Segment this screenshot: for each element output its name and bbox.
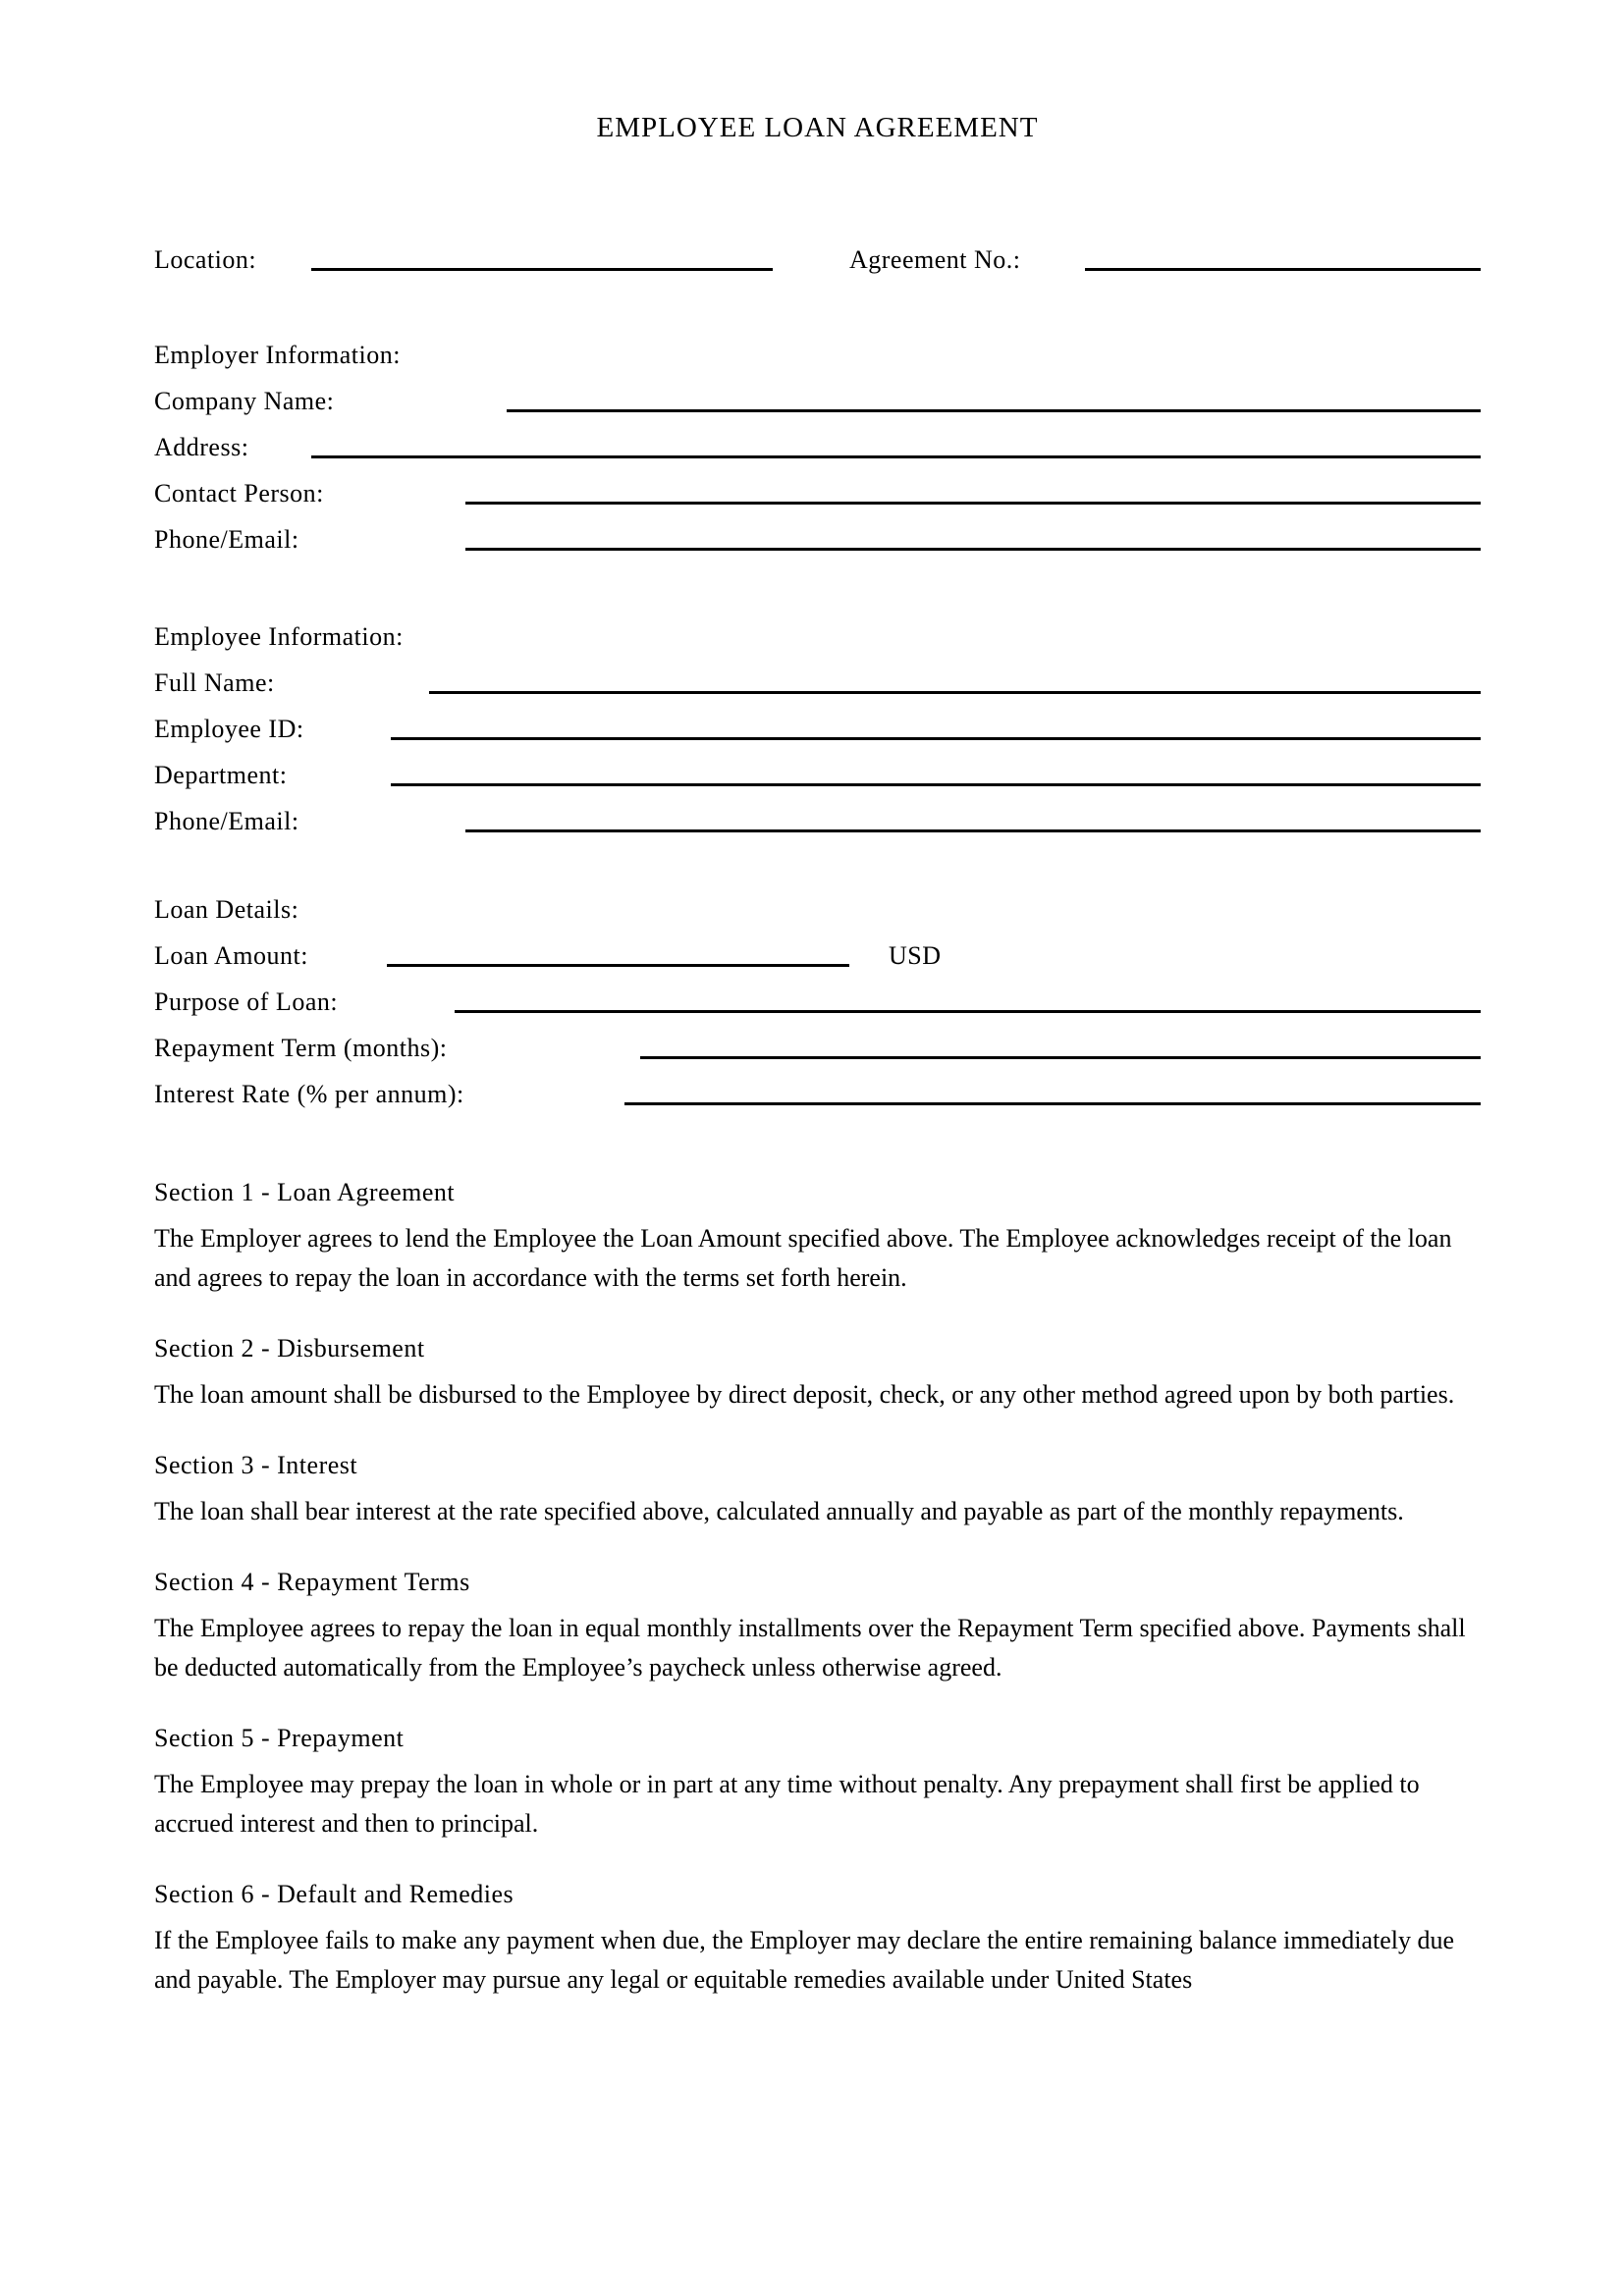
employer-address-row — [154, 431, 1481, 477]
interest-rate-label: Interest Rate (% per annum): — [154, 1080, 464, 1108]
employer-phone-email-label: Phone/Email: — [154, 525, 299, 554]
agreement-no-blank-line — [1085, 268, 1481, 271]
company-name-row — [154, 385, 1481, 431]
contact-person-blank-line — [465, 502, 1481, 505]
company-name-label: Company Name: — [154, 387, 335, 415]
section-6-heading: Section 6 - Default and Remedies — [154, 1880, 514, 1908]
location-agreement-row — [154, 243, 1481, 290]
loan-details-heading: Loan Details: — [154, 895, 299, 924]
employee-info-heading: Employee Information: — [154, 622, 404, 651]
location-label: Location: — [154, 245, 257, 274]
section-4-body: The Employee agrees to repay the loan in equal monthly installments over the Repayment Term specified above. Payments shall be deducted automatically from the Employee’s paycheck unless otherwise agreed. — [154, 1614, 1466, 1682]
document-content — [154, 0, 1481, 2000]
department-row — [154, 759, 1481, 805]
employer-info-heading: Employer Information: — [154, 341, 401, 369]
section-2-body: The loan amount shall be disbursed to the Employee by direct deposit, check, or any other method agreed upon by both parties. — [154, 1380, 1455, 1409]
section-4-heading: Section 4 - Repayment Terms — [154, 1568, 470, 1596]
currency-label: USD — [889, 941, 942, 970]
employee-id-label: Employee ID: — [154, 715, 304, 743]
full-name-label: Full Name: — [154, 668, 275, 697]
loan-amount-row — [154, 939, 1481, 986]
employee-id-blank-line — [391, 737, 1481, 740]
purpose-of-loan-blank-line — [455, 1010, 1481, 1013]
repayment-term-blank-line — [640, 1056, 1481, 1059]
section-2-heading: Section 2 - Disbursement — [154, 1334, 425, 1362]
department-blank-line — [391, 783, 1481, 786]
employee-phone-email-label: Phone/Email: — [154, 807, 299, 835]
purpose-of-loan-label: Purpose of Loan: — [154, 988, 339, 1016]
employee-phone-email-blank-line — [465, 829, 1481, 832]
full-name-row — [154, 667, 1481, 713]
section-3-body: The loan shall bear interest at the rate specified above, calculated annually and payable as part of the monthly repayments. — [154, 1497, 1404, 1525]
section-1-heading: Section 1 - Loan Agreement — [154, 1178, 456, 1206]
employee-info-heading-row — [154, 620, 1481, 667]
agreement-no-label: Agreement No.: — [849, 245, 1021, 274]
loan-amount-label: Loan Amount: — [154, 941, 308, 970]
contact-person-row — [154, 477, 1481, 523]
section-6-body: If the Employee fails to make any payment when due, the Employer may declare the entire remaining balance immediately due and payable. The Employer may pursue any legal or equitable remedies available under United States — [154, 1926, 1455, 1994]
full-name-blank-line — [429, 691, 1481, 694]
loan-amount-blank-line — [387, 964, 849, 967]
interest-rate-row — [154, 1078, 1481, 1124]
contact-person-label: Contact Person: — [154, 479, 324, 507]
loan-details-heading-row — [154, 893, 1481, 939]
section-5-heading: Section 5 - Prepayment — [154, 1724, 405, 1752]
location-blank-line — [311, 268, 773, 271]
employee-id-row — [154, 713, 1481, 759]
department-label: Department: — [154, 761, 288, 789]
repayment-term-label: Repayment Term (months): — [154, 1034, 448, 1062]
employer-address-label: Address: — [154, 433, 249, 461]
company-name-blank-line — [507, 409, 1481, 412]
interest-rate-blank-line — [624, 1102, 1481, 1105]
section-5-body: The Employee may prepay the loan in whole or in part at any time without penalty. Any prepayment shall first be applied to accrued interest and then to principal. — [154, 1770, 1420, 1838]
section-3-heading: Section 3 - Interest — [154, 1451, 358, 1479]
employee-phone-email-row — [154, 805, 1481, 851]
document-title: EMPLOYEE LOAN AGREEMENT — [596, 112, 1039, 143]
section-1-body: The Employer agrees to lend the Employee the Loan Amount specified above. The Employee acknowledges receipt of the loan and agrees to repay the loan in accordance with the terms set forth herein. — [154, 1224, 1452, 1292]
employer-phone-email-row — [154, 523, 1481, 569]
employer-address-blank-line — [311, 455, 1481, 458]
repayment-term-row — [154, 1032, 1481, 1078]
employer-info-heading-row — [154, 339, 1481, 385]
purpose-of-loan-row — [154, 986, 1481, 1032]
employer-phone-email-blank-line — [465, 548, 1481, 551]
